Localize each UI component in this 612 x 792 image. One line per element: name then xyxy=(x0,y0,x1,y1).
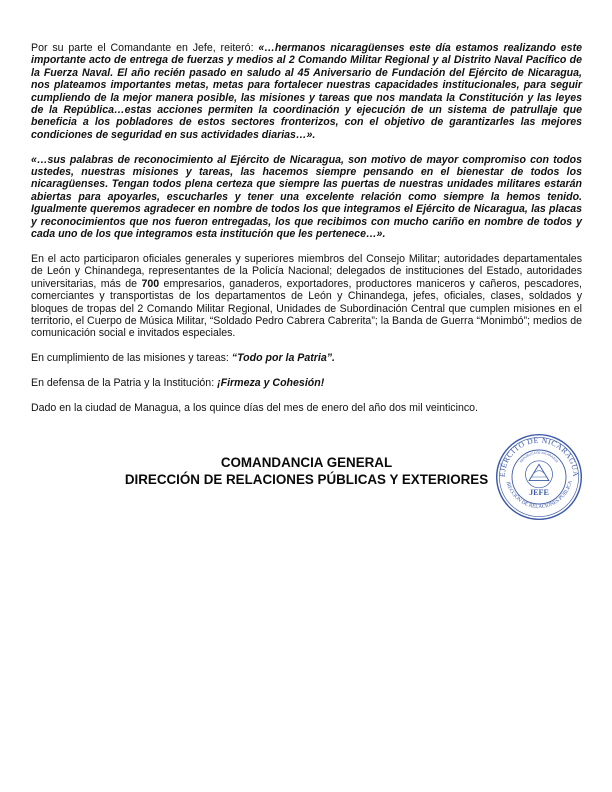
svg-text:REPÚBLICA DE NICARAGUA xyxy=(519,451,560,465)
commander-lead: Por su parte el Comandante en Jefe, reiteró: xyxy=(31,42,259,54)
paragraph-defense-motto xyxy=(31,377,582,389)
paragraph-date xyxy=(31,402,582,414)
attendees-text-start: En el acto participaron oficiales generales y superiores miembros del Consejo Militar; autoridades departamentales de León y Chinandega, representantes de la Policía Nacional; delegados de instituciones del Estado, autoridades universitarias, más de xyxy=(31,252,582,290)
attendees-number: 700 xyxy=(141,277,160,290)
signature-line-1: COMANDANCIA GENERAL xyxy=(220,455,393,470)
mission-motto: “Todo por la Patria”. xyxy=(231,352,335,365)
acknowledgement-quote: «…sus palabras de reconocimiento al Ejército de Nicaragua, son motivo de mayor compromiso con todos ustedes, nuestras misiones y tareas, las hacemos siempre pensando en el bienestar de todos los nicaragüenses. Tengan todos plena certeza que siempre las puertas de nuestras unidades militares estarán abiertas para apoyarles, escucharles y tener una excelente relación como siempre la hemos tenido. Igualmente queremos agradecer en nombre de todos los que integramos el Ejército de Nicaragua, las placas y reconocimientos que nos fueron entregadas, los que recibimos con mucho cariño en nombre de todos y cada uno de los que integramos esta institución que les pertenece…». xyxy=(31,153,582,241)
attendees-text-end: empresarios, ganaderos, exportadores, productores maniceros y cañeros, pescadores, comerciantes y transportistas de los departamentos de León y Chinandega, jefes, oficiales, clases, soldados y bloques de tropas del 2 Comando Militar Regional, Unidades de Subordinación Central que cumplen misiones en el territorio, el Cuerpo de Música Militar, “Soldado Pedro Cabrera Cabrerita”; la Banda de Guerra “Monimbó”; medios de comunicación social e invitados especiales. xyxy=(31,277,583,340)
document-body xyxy=(31,42,582,414)
svg-text:EJÉRCITO DE NICARAGUA xyxy=(498,436,581,478)
date-text: Dado en la ciudad de Managua, a los quince días del mes de enero del año dos mil veinticinco. xyxy=(31,401,478,414)
paragraph-mission-motto xyxy=(31,352,582,364)
seal-bottom-text: IRECCIÓN DE RELACIONES PÚBLICA xyxy=(504,480,574,511)
seal-top-text: EJÉRCITO DE NICARAGUA xyxy=(497,435,581,478)
paragraph-attendees xyxy=(31,253,582,340)
paragraph-commander-statement xyxy=(31,42,582,141)
paragraph-acknowledgement-quote xyxy=(31,154,582,241)
seal-center-text: JEFE xyxy=(529,488,549,497)
commander-quote: «…hermanos nicaragüenses este día estamos realizando este importante acto de entrega de fuerzas y medios al 2 Comando Militar Regional y al Distrito Naval Pacífico de la Fuerza Naval. El año recién pasado en saludo al 45 Aniversario de Fundación del Ejército de Nicaragua, nos plateamos importantes metas, metas para fortalecer nuestras capacidades institucionales, para seguir cumpliendo de la mejor manera posible, las misiones y tareas que nos mandata la Constitución y las leyes de la República…estas acciones permiten la coordinación y ejecución de un sistema de patrullaje que beneficia a los pobladores de estos sectores fronterizos, con el objetivo de garantizarles las mejores condiciones de seguridad en sus actividades diarias…». xyxy=(31,42,582,141)
seal-inner-text: REPÚBLICA DE NICARAGUA xyxy=(518,450,560,464)
defense-motto: ¡Firmeza y Cohesión! xyxy=(217,376,325,389)
signature-line-2: DIRECCIÓN DE RELACIONES PÚBLICAS Y EXTERIORES xyxy=(124,472,489,487)
mission-lead: En cumplimiento de las misiones y tareas: xyxy=(31,352,232,365)
defense-lead: En defensa de la Patria y la Institución: xyxy=(31,376,218,389)
official-seal xyxy=(494,432,584,522)
